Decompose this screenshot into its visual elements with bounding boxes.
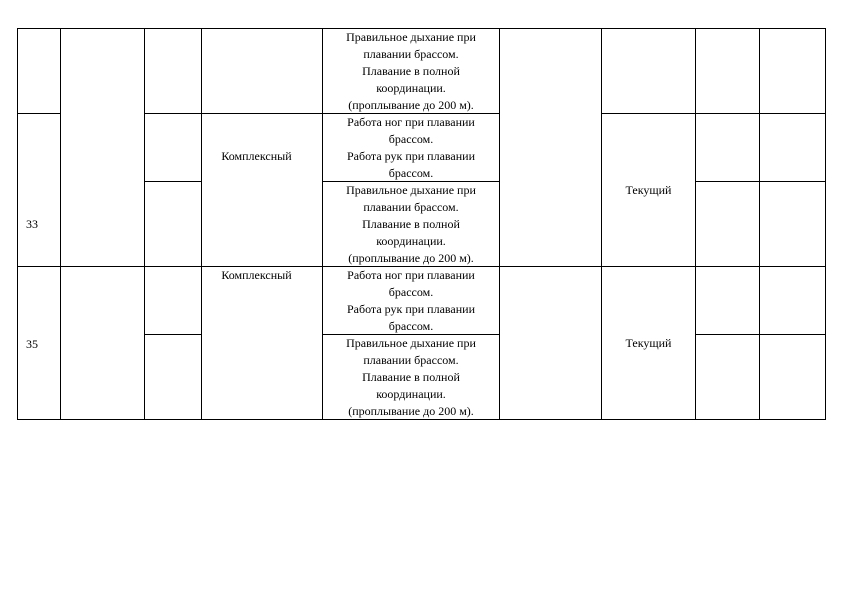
topic-line: плавании брассом. (363, 200, 459, 214)
table-border-right (825, 28, 826, 420)
form-label: Комплексный (221, 149, 292, 163)
topic-line: Работа рук при плавании (346, 149, 475, 163)
table-column-divider (201, 28, 202, 420)
topic-line: брассом. (388, 319, 434, 333)
table-column-divider (601, 28, 602, 420)
topic-line: (проплывание до 200 м). (348, 404, 474, 418)
table-column-divider (695, 28, 696, 420)
topic-line: плавании брассом. (363, 353, 459, 367)
topic-cell (323, 182, 499, 267)
control-type-label: Текущий (625, 183, 672, 197)
topic-line: координации. (376, 387, 446, 401)
table-column-divider (499, 28, 500, 420)
table-border-left (17, 28, 18, 420)
table-row-divider (144, 113, 201, 114)
topic-line: брассом. (388, 132, 434, 146)
topic-line: брассом. (388, 285, 434, 299)
topic-line: Работа ног при плавании (347, 268, 475, 282)
lesson-number: 35 (26, 337, 38, 351)
topic-line: брассом. (388, 166, 434, 180)
table-subrow-divider (144, 334, 201, 335)
topic-cell (323, 267, 499, 335)
topic-line: Работа рук при плавании (346, 302, 475, 316)
topic-line: Правильное дыхание при (346, 30, 476, 44)
table-column-divider (144, 28, 145, 420)
topic-line: координации. (376, 81, 446, 95)
table-subrow-divider (144, 181, 201, 182)
table-row-divider (17, 113, 60, 114)
table-column-divider (60, 28, 61, 420)
topic-line: Работа ног при плавании (347, 115, 475, 129)
topic-cell (323, 335, 499, 420)
table-row-divider (601, 113, 826, 114)
table-subrow-divider (695, 334, 826, 335)
topic-line: Правильное дыхание при (346, 183, 476, 197)
topic-cell (323, 114, 499, 182)
lesson-number: 33 (26, 217, 38, 231)
topic-line: (проплывание до 200 м). (348, 251, 474, 265)
topic-line: Плавание в полной (362, 64, 460, 78)
table-column-divider (759, 28, 760, 420)
topic-line: Плавание в полной (362, 370, 460, 384)
topic-line: плавании брассом. (363, 47, 459, 61)
table-subrow-divider (695, 181, 826, 182)
form-label: Комплексный (221, 268, 292, 282)
topic-line: Правильное дыхание при (346, 336, 476, 350)
topic-line: координации. (376, 234, 446, 248)
control-type-label: Текущий (625, 336, 672, 350)
topic-line: (проплывание до 200 м). (348, 98, 474, 112)
topic-line: Плавание в полной (362, 217, 460, 231)
topic-cell (323, 29, 499, 114)
